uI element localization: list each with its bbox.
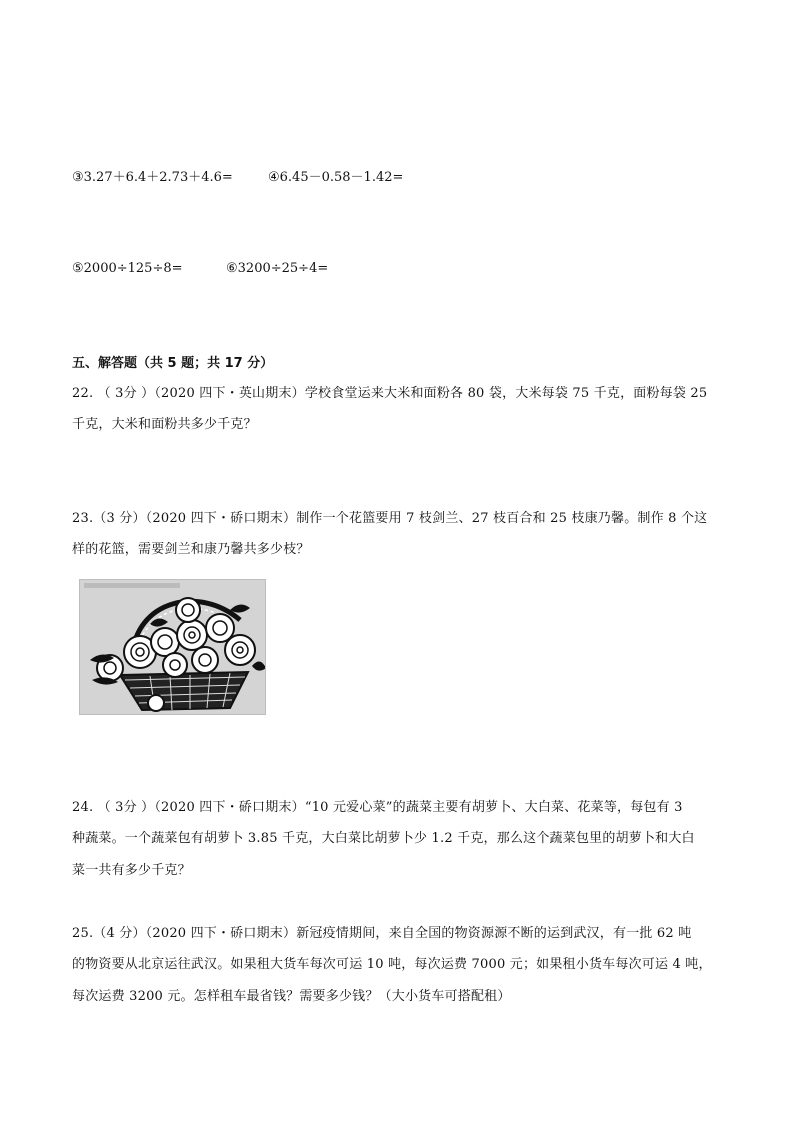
q22-line1: 22. （ 3分 ）（2020 四下・英山期末）学校食堂运来大米和面粉各 80 袋，大米每袋 75 千克，面粉每袋 25 bbox=[72, 386, 708, 401]
q23-line2: 样的花篮，需要剑兰和康乃馨共多少枝？ bbox=[72, 542, 310, 557]
q25-line1: 25.（4 分）（2020 四下・硚口期末）新冠疫情期间，来自全国的物资源源不断的运到武汉，有一批 62 吨 bbox=[72, 926, 692, 941]
q24-line2: 种蔬菜。一个蔬菜包有胡萝卜 3.85 千克，大白菜比胡萝卜少 1.2 千克，那么这个蔬菜包里的胡萝卜和大白 bbox=[72, 831, 695, 846]
flower-basket-image bbox=[79, 579, 266, 715]
section-title: 五、解答题（共 5 题；共 17 分） bbox=[72, 356, 274, 371]
q23-line1: 23.（3 分）（2020 四下・硚口期末）制作一个花篮要用 7 枝剑兰、27 枝百合和 25 枝康乃馨。制作 8 个这 bbox=[72, 511, 708, 526]
q25-line2: 的物资要从北京运往武汉。如果租大货车每次可运 10 吨，每次运费 7000 元；如果租小货车每次可运 4 吨， bbox=[72, 957, 712, 972]
calc-item-3: ③3.27＋6.4＋2.73＋4.6= bbox=[72, 170, 233, 185]
q24-line1: 24. （ 3分 ）（2020 四下・硚口期末）“10 元爱心菜”的蔬菜主要有胡萝卜、大白菜、花菜等，每包有 3 bbox=[72, 800, 683, 815]
calc-item-6: ⑥3200÷25÷4= bbox=[226, 261, 329, 276]
calc-item-5: ⑤2000÷125÷8= bbox=[72, 261, 183, 276]
calc-item-4: ④6.45－0.58－1.42= bbox=[268, 170, 404, 185]
q25-line3: 每次运费 3200 元。怎样租车最省钱？需要多少钱？（大小货车可搭配租） bbox=[72, 989, 511, 1004]
flower-basket-drawing bbox=[80, 580, 266, 715]
q22-line2: 千克，大米和面粉共多少千克？ bbox=[72, 417, 257, 432]
q24-line3: 菜一共有多少千克？ bbox=[72, 863, 191, 878]
